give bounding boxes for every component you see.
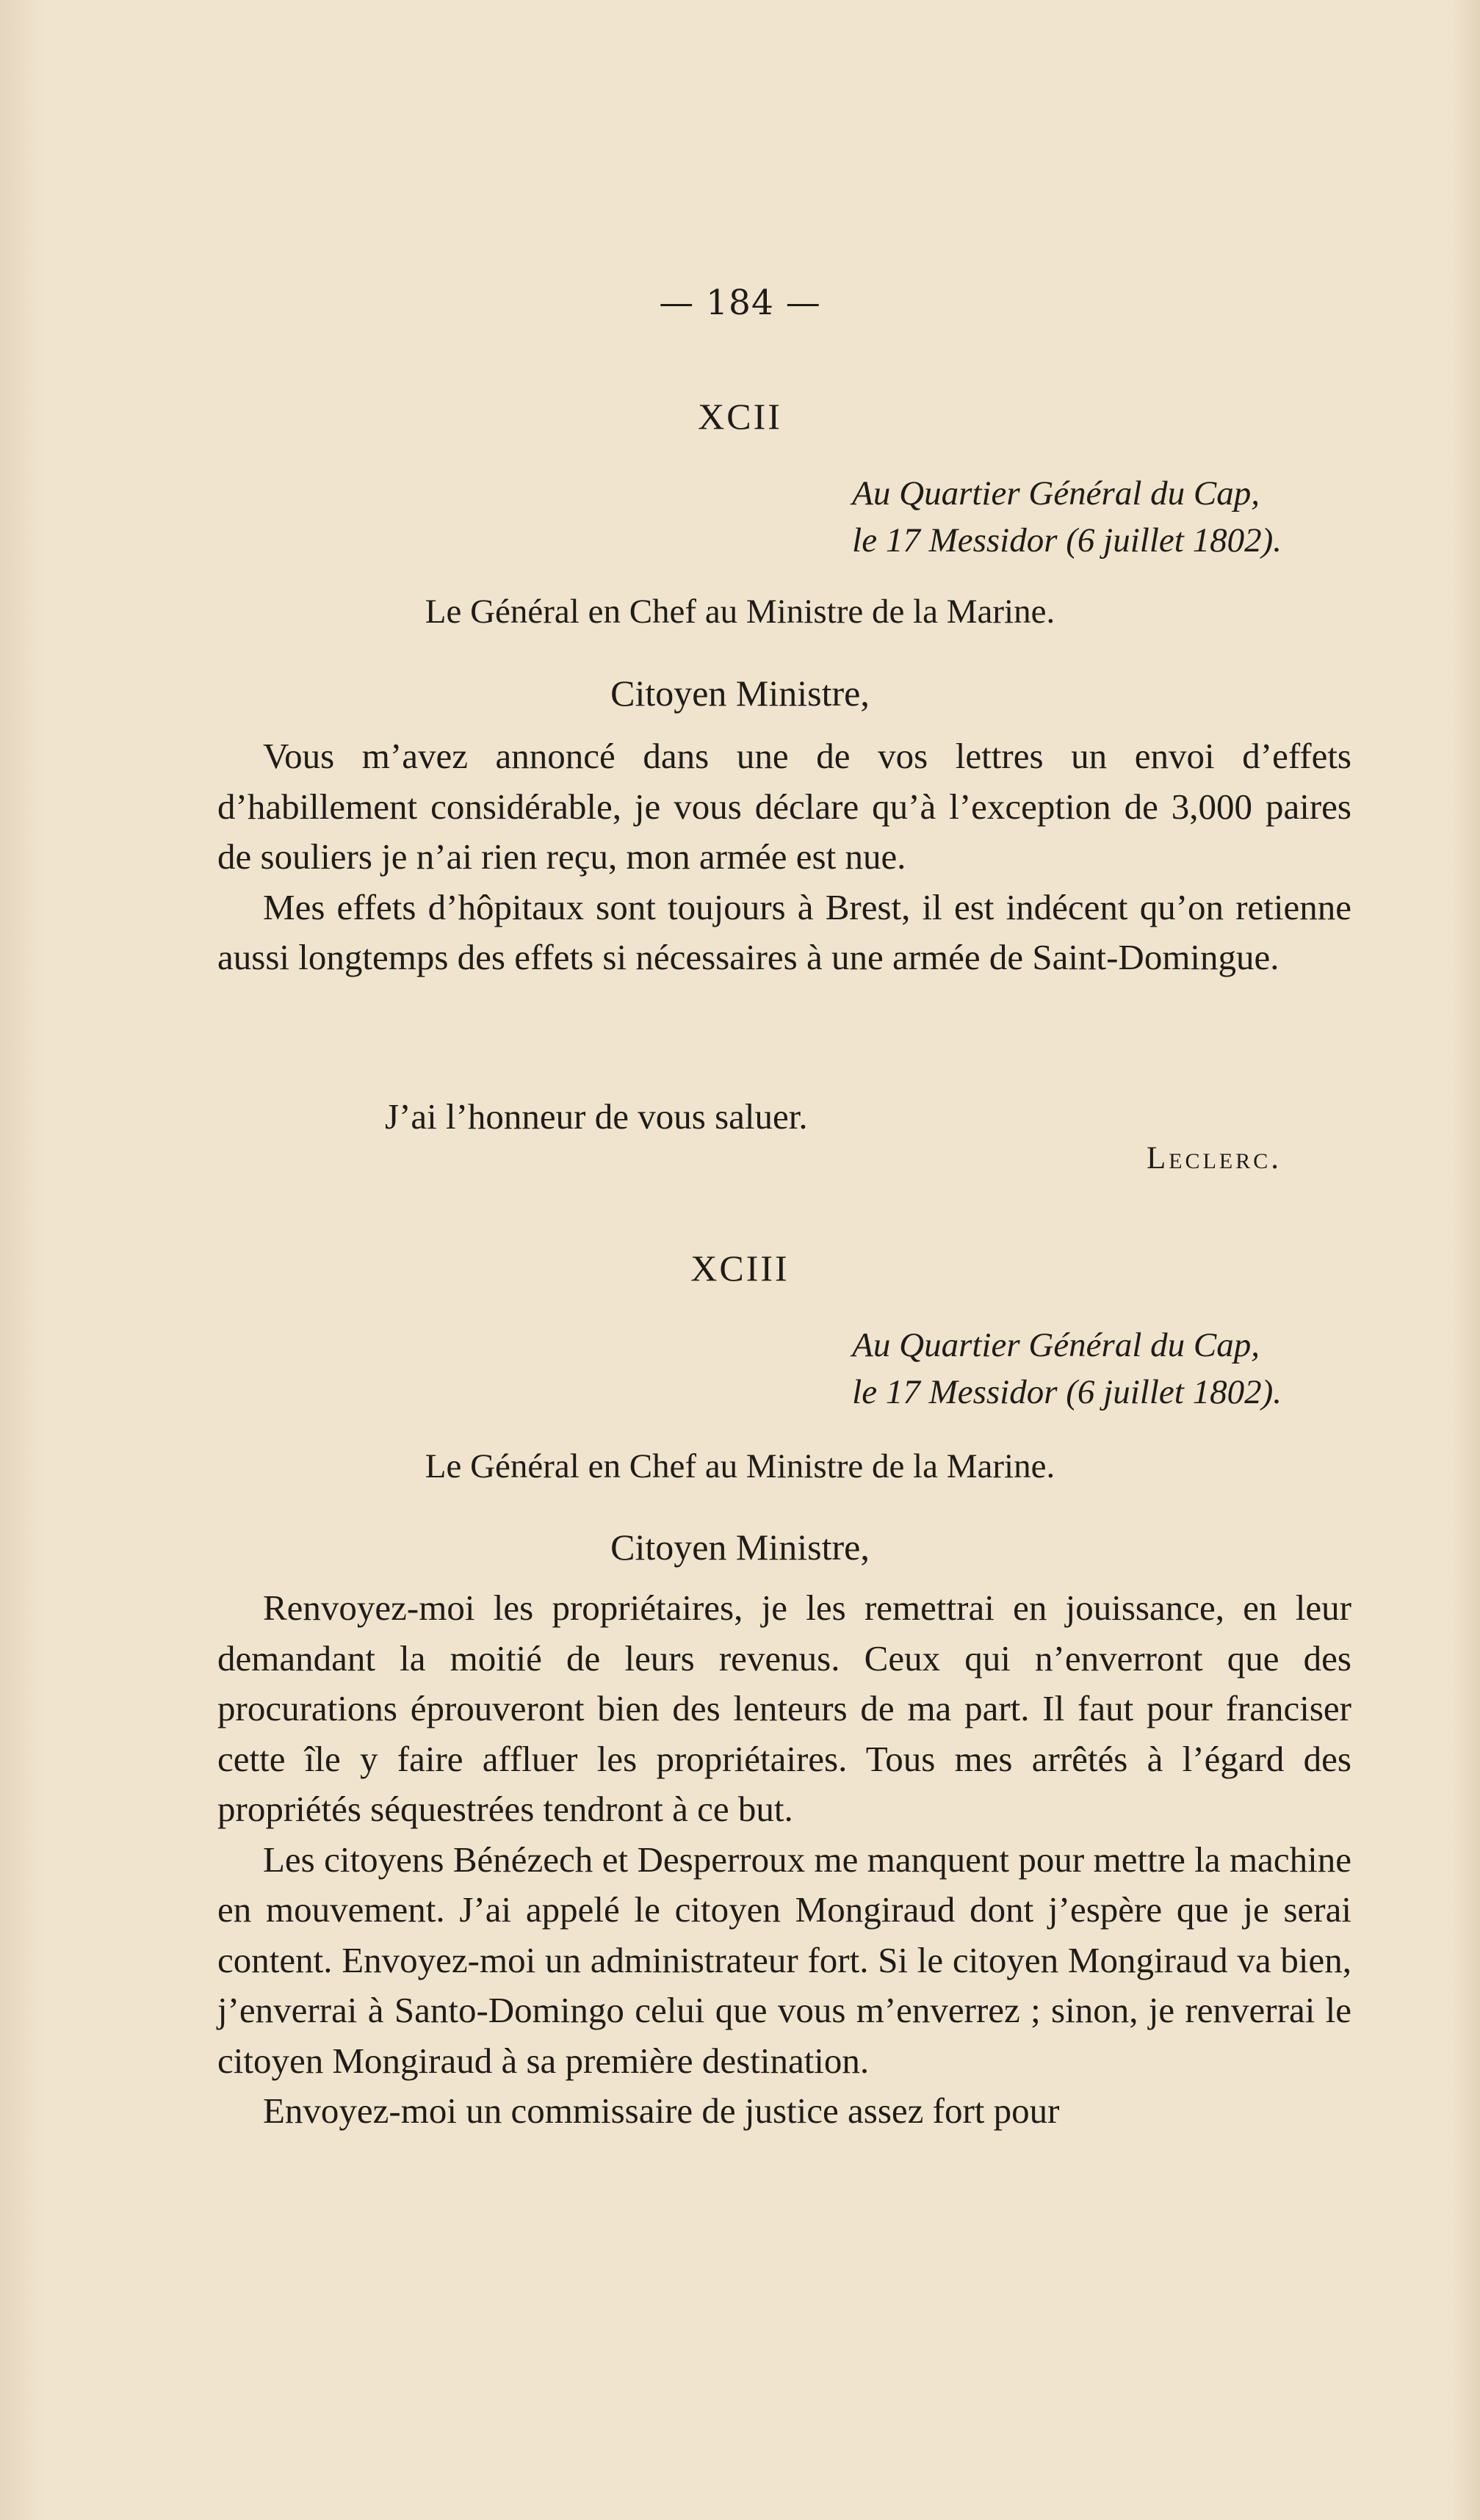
- paragraph: Renvoyez-moi les propriétaires, je les remettrai en jouissance, en leur demandant la moitié de leurs revenus. Ceux qui n’enverront que des procurations éprouveront bien des lenteurs de ma part. Il faut pour franciser cette île y faire affluer les propriétaires. Tous mes arrêtés à l’égard des propriétés séquestrées tendront à ce but.: [217, 1587, 1351, 1829]
- letter-number-xcii: XCII: [698, 396, 782, 437]
- letter-xcii-signature: Leclerc.: [1146, 1141, 1282, 1176]
- letter-xcii-salutation: Citoyen Ministre,: [610, 673, 870, 714]
- paragraph: Mes effets d’hôpitaux sont toujours à Brest, il est indécent qu’on retienne aussi longtemps des effets si nécessaires à une armée de Saint-Domingue.: [217, 886, 1351, 977]
- paragraph: Les citoyens Bénézech et Desperroux me manquent pour mettre la machine en mouvement. J’ai appelé le citoyen Mongiraud dont j’espère que je serai content. Envoyez-moi un administrateur fort. Si le citoyen Mongiraud va bien, j’enverrai à Santo-Domingo celui que vous m’enverrez ; sinon, je renverrai le citoyen Mongiraud à sa première destination.: [217, 1839, 1351, 2081]
- letter-number-xciii: XCIII: [690, 1248, 790, 1289]
- dateline-date: le 17 Messidor (6 juillet 1802).: [852, 521, 1282, 560]
- letter-xcii-dateline: [474, 470, 1282, 564]
- page-number: — 184 —: [659, 283, 821, 323]
- letter-xcii-addressee: Le Général en Chef au Ministre de la Marine.: [425, 593, 1055, 631]
- paragraph: Envoyez-moi un commissaire de justice assez fort pour: [263, 2090, 1060, 2131]
- letter-xcii-body: [217, 731, 1351, 983]
- dateline-place: Au Quartier Général du Cap,: [852, 1326, 1260, 1364]
- letter-xciii-dateline: [474, 1322, 1282, 1416]
- dateline-place: Au Quartier Général du Cap,: [852, 474, 1260, 513]
- paragraph: Vous m’avez annoncé dans une de vos lettres un envoi d’effets d’habillement considérable, je vous déclare qu’à l’exception de 3,000 paires de souliers je n’ai rien reçu, mon armée est nue.: [217, 736, 1351, 877]
- letter-xciii-body: [217, 1583, 1351, 2137]
- letter-xciii-salutation: Citoyen Ministre,: [610, 1527, 870, 1568]
- letter-xciii-addressee: Le Général en Chef au Ministre de la Marine.: [425, 1447, 1055, 1485]
- letter-xcii-closing: J’ai l’honneur de vous saluer.: [385, 1096, 808, 1137]
- dateline-date: le 17 Messidor (6 juillet 1802).: [852, 1373, 1282, 1411]
